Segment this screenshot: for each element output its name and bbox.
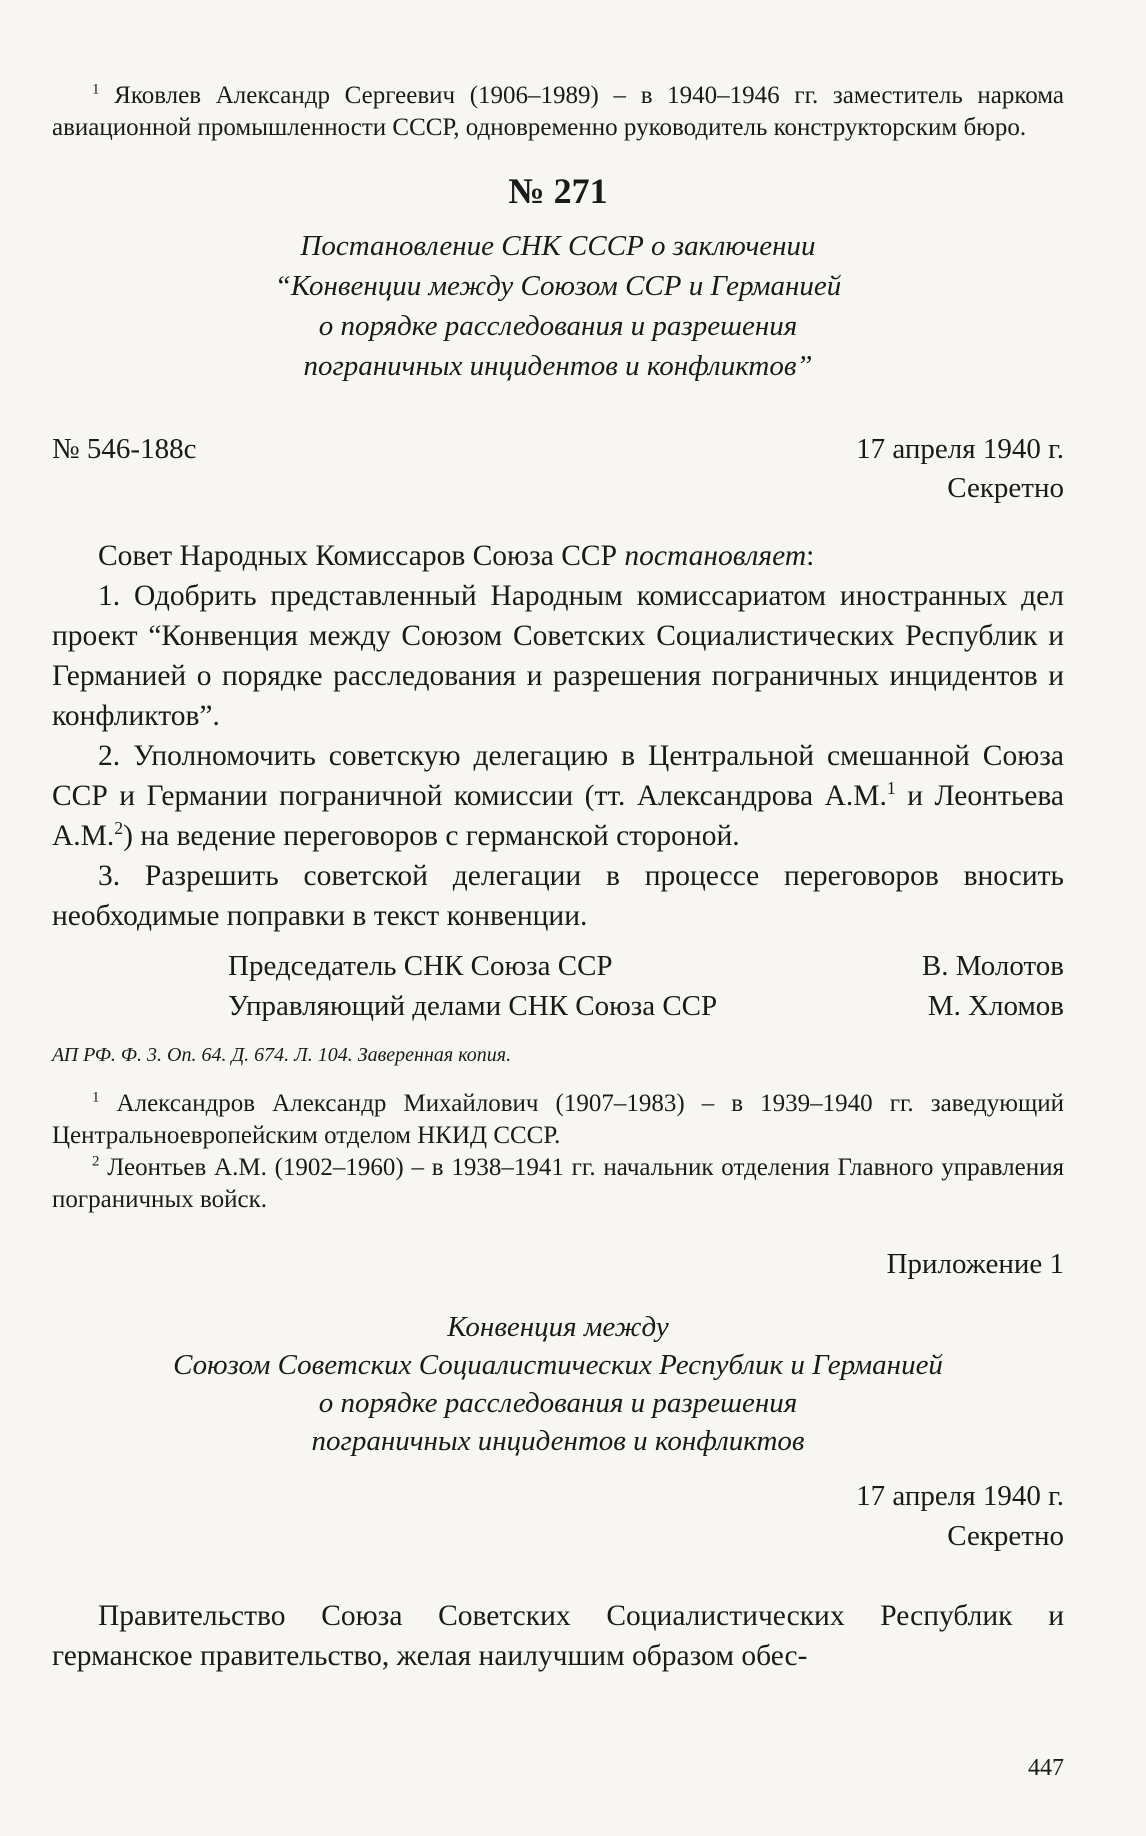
title-line: Союзом Советских Социалистических Республик и Германией [173, 1349, 943, 1381]
signatures [52, 946, 1064, 1026]
preamble-colon: : [806, 540, 815, 572]
signature-role: Председатель СНК Союза ССР [228, 950, 613, 982]
title-line: Постановление СНК СССР о заключении [300, 230, 816, 262]
document-meta [52, 430, 1064, 468]
registration-number: № 546-188с [52, 433, 197, 465]
item-2-part: 2. Уполномочить советскую делегацию в Центральной смешанной Союза ССР и Германии пограничной комиссии (тт. Александрова А.М. [52, 740, 1064, 812]
signature-name: В. Молотов [921, 950, 1064, 982]
document-page [52, 80, 1064, 1676]
page-number: 447 [1028, 1755, 1064, 1781]
item-2-part: ) на ведение переговоров с германской стороной. [123, 820, 740, 852]
title-line: пограничных инцидентов и конфликтов [311, 1425, 805, 1457]
convention-opening: Правительство Союза Советских Социалистических Республик и германское правительство, желая наилучшим образом обес- [52, 1600, 1064, 1672]
footnote-text: Александров Александр Михайлович (1907–1983) – в 1939–1940 гг. заведующий Центральноевропейским отделом НКИД СССР. [52, 1090, 1064, 1149]
footnote-ref: 2 [114, 818, 124, 839]
footnote-ref: 1 [886, 778, 896, 799]
preamble-verb: постановляет [624, 540, 807, 572]
document-date: 17 апреля 1940 г. [856, 433, 1064, 465]
footnote-mark: 2 [92, 1153, 100, 1170]
preamble-text: Совет Народных Комиссаров Союза ССР [98, 540, 625, 572]
item-3: 3. Разрешить советской делегации в процессе переговоров вносить необходимые поправки в текст конвенции. [52, 860, 1064, 932]
signature-role: Управляющий делами СНК Союза ССР [228, 990, 718, 1022]
footnote-text: Леонтьев А.М. (1902–1960) – в 1938–1941 гг. начальник отделения Главного управления пограничных войск. [52, 1154, 1064, 1213]
footnote-mark: 1 [92, 81, 100, 98]
document-number: № 271 [508, 171, 608, 211]
item-1: 1. Одобрить представленный Народным комиссариатом иностранных дел проект “Конвенция между Союзом Советских Социалистических Республик и Германией о порядке расследования и разрешения пограничных инцидентов и конфликтов”. [52, 580, 1064, 732]
footnote-yakovlev [52, 80, 1064, 144]
signature-row [52, 946, 1064, 986]
item-2 [52, 736, 1064, 856]
footnote-mark: 1 [92, 1089, 100, 1106]
footnote-leontiev [52, 1152, 1064, 1216]
title-line: Конвенция между [447, 1311, 669, 1343]
signature-name: М. Хломов [927, 990, 1064, 1022]
classification-stamp: Секретно [947, 472, 1064, 504]
convention-classification: Секретно [947, 1520, 1064, 1552]
footnote-aleksandrov [52, 1088, 1064, 1152]
preamble [52, 536, 1064, 576]
appendix-label: Приложение 1 [886, 1248, 1064, 1280]
convention-title [52, 1308, 1064, 1460]
signature-row [52, 986, 1064, 1026]
footnote-text: Яковлев Александр Сергеевич (1906–1989) – в 1940–1946 гг. заместитель наркома авиационной промышленности СССР, одновременно руководитель конструкторским бюро. [52, 82, 1064, 141]
document-title [52, 226, 1064, 386]
title-line: о порядке расследования и разрешения [318, 310, 798, 342]
convention-date: 17 апреля 1940 г. [856, 1480, 1064, 1512]
title-line: пограничных инцидентов и конфликтов” [303, 350, 813, 382]
title-line: “Конвенции между Союзом ССР и Германией [274, 270, 842, 302]
archive-source: АП РФ. Ф. 3. Оп. 64. Д. 674. Л. 104. Заверенная копия. [52, 1044, 512, 1066]
title-line: о порядке расследования и разрешения [318, 1387, 798, 1419]
item-2-part: и Леонтьева А.М. [52, 780, 1064, 852]
